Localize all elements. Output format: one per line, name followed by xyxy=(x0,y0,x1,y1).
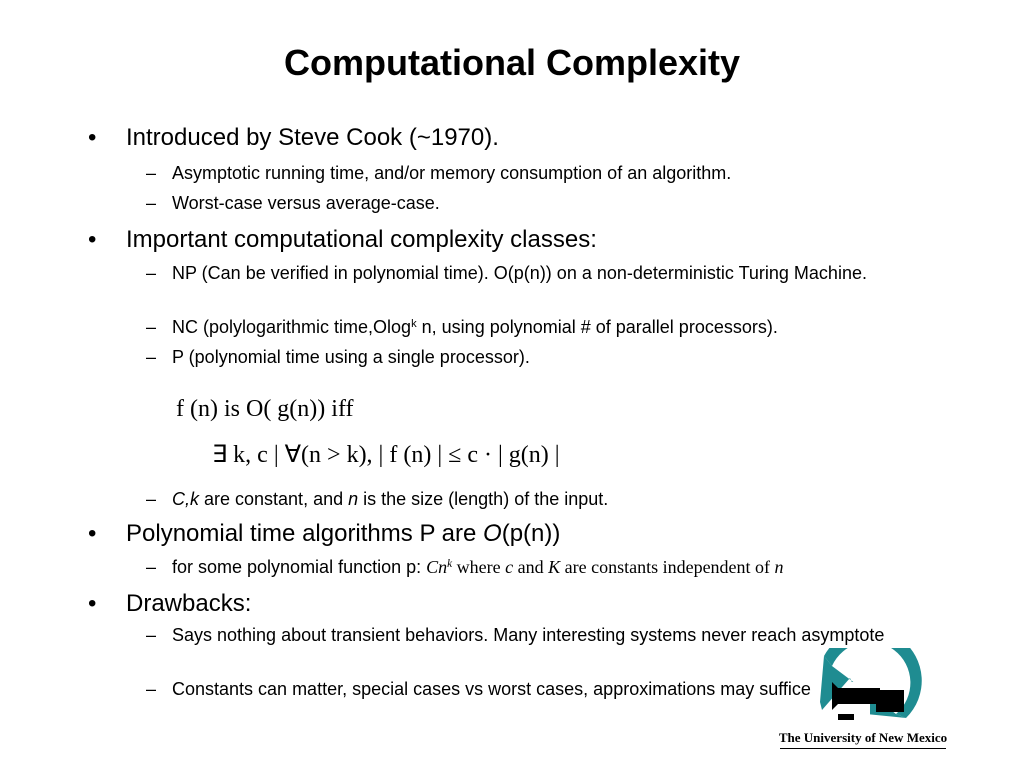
sub-bullet-text: P (polynomial time using a single processor). xyxy=(172,347,530,367)
bullet-marker: • xyxy=(88,124,97,151)
page-title: Computational Complexity xyxy=(283,42,741,83)
bullet-text: Important computational complexity classes: xyxy=(126,226,597,253)
dash-marker: – xyxy=(146,489,157,509)
dash-marker: – xyxy=(146,557,157,577)
formula-line-2: ∃ k, c | ∀(n > k), | f (n) | ≤ c · | g(n) | xyxy=(212,442,560,468)
logo-divider xyxy=(780,748,946,749)
sub-bullet-text: C,k are constant, and n is the size (length) of the input. xyxy=(172,489,609,509)
dash-marker: – xyxy=(146,347,157,367)
dash-marker: – xyxy=(146,625,157,645)
dash-marker: – xyxy=(146,163,157,183)
bullet-marker: • xyxy=(88,226,97,253)
sub-bullet-text: Constants can matter, special cases vs worst cases, approximations may suffice xyxy=(172,679,811,699)
bullet-text: Drawbacks: xyxy=(126,590,252,617)
bullet-text: Introduced by Steve Cook (~1970). xyxy=(126,124,499,151)
dash-marker: – xyxy=(146,317,157,337)
bullet-marker: • xyxy=(88,520,97,547)
sub-bullet-text: Worst-case versus average-case. xyxy=(172,193,440,213)
logo-text: The University of New Mexico xyxy=(778,730,948,745)
sub-bullet-text: NC (polylogarithmic time,Olog$^k$ n, using polynomial # of parallel processors). xyxy=(172,317,778,337)
logo-bar xyxy=(838,714,854,720)
sub-bullet-text: NP (Can be verified in polynomial time). O(p(n)) on a non-deterministic Turing Machine. xyxy=(172,263,867,283)
bullet-marker: • xyxy=(88,590,97,617)
bullet-text: Polynomial time algorithms P are O(p(n)) xyxy=(126,520,561,547)
sub-bullet-text: for some polynomial function p: Cn$^k$ where c and K are constants independent of n xyxy=(172,557,784,577)
formula-line-1: f (n) is O( g(n)) iff xyxy=(176,396,354,422)
dash-marker: – xyxy=(146,193,157,213)
sub-bullet-text: Says nothing about transient behaviors. Many interesting systems never reach asymptote xyxy=(172,625,885,645)
dash-marker: – xyxy=(146,263,157,283)
sub-bullet-text: Asymptotic running time, and/or memory consumption of an algorithm. xyxy=(172,163,732,183)
dash-marker: – xyxy=(146,679,157,699)
